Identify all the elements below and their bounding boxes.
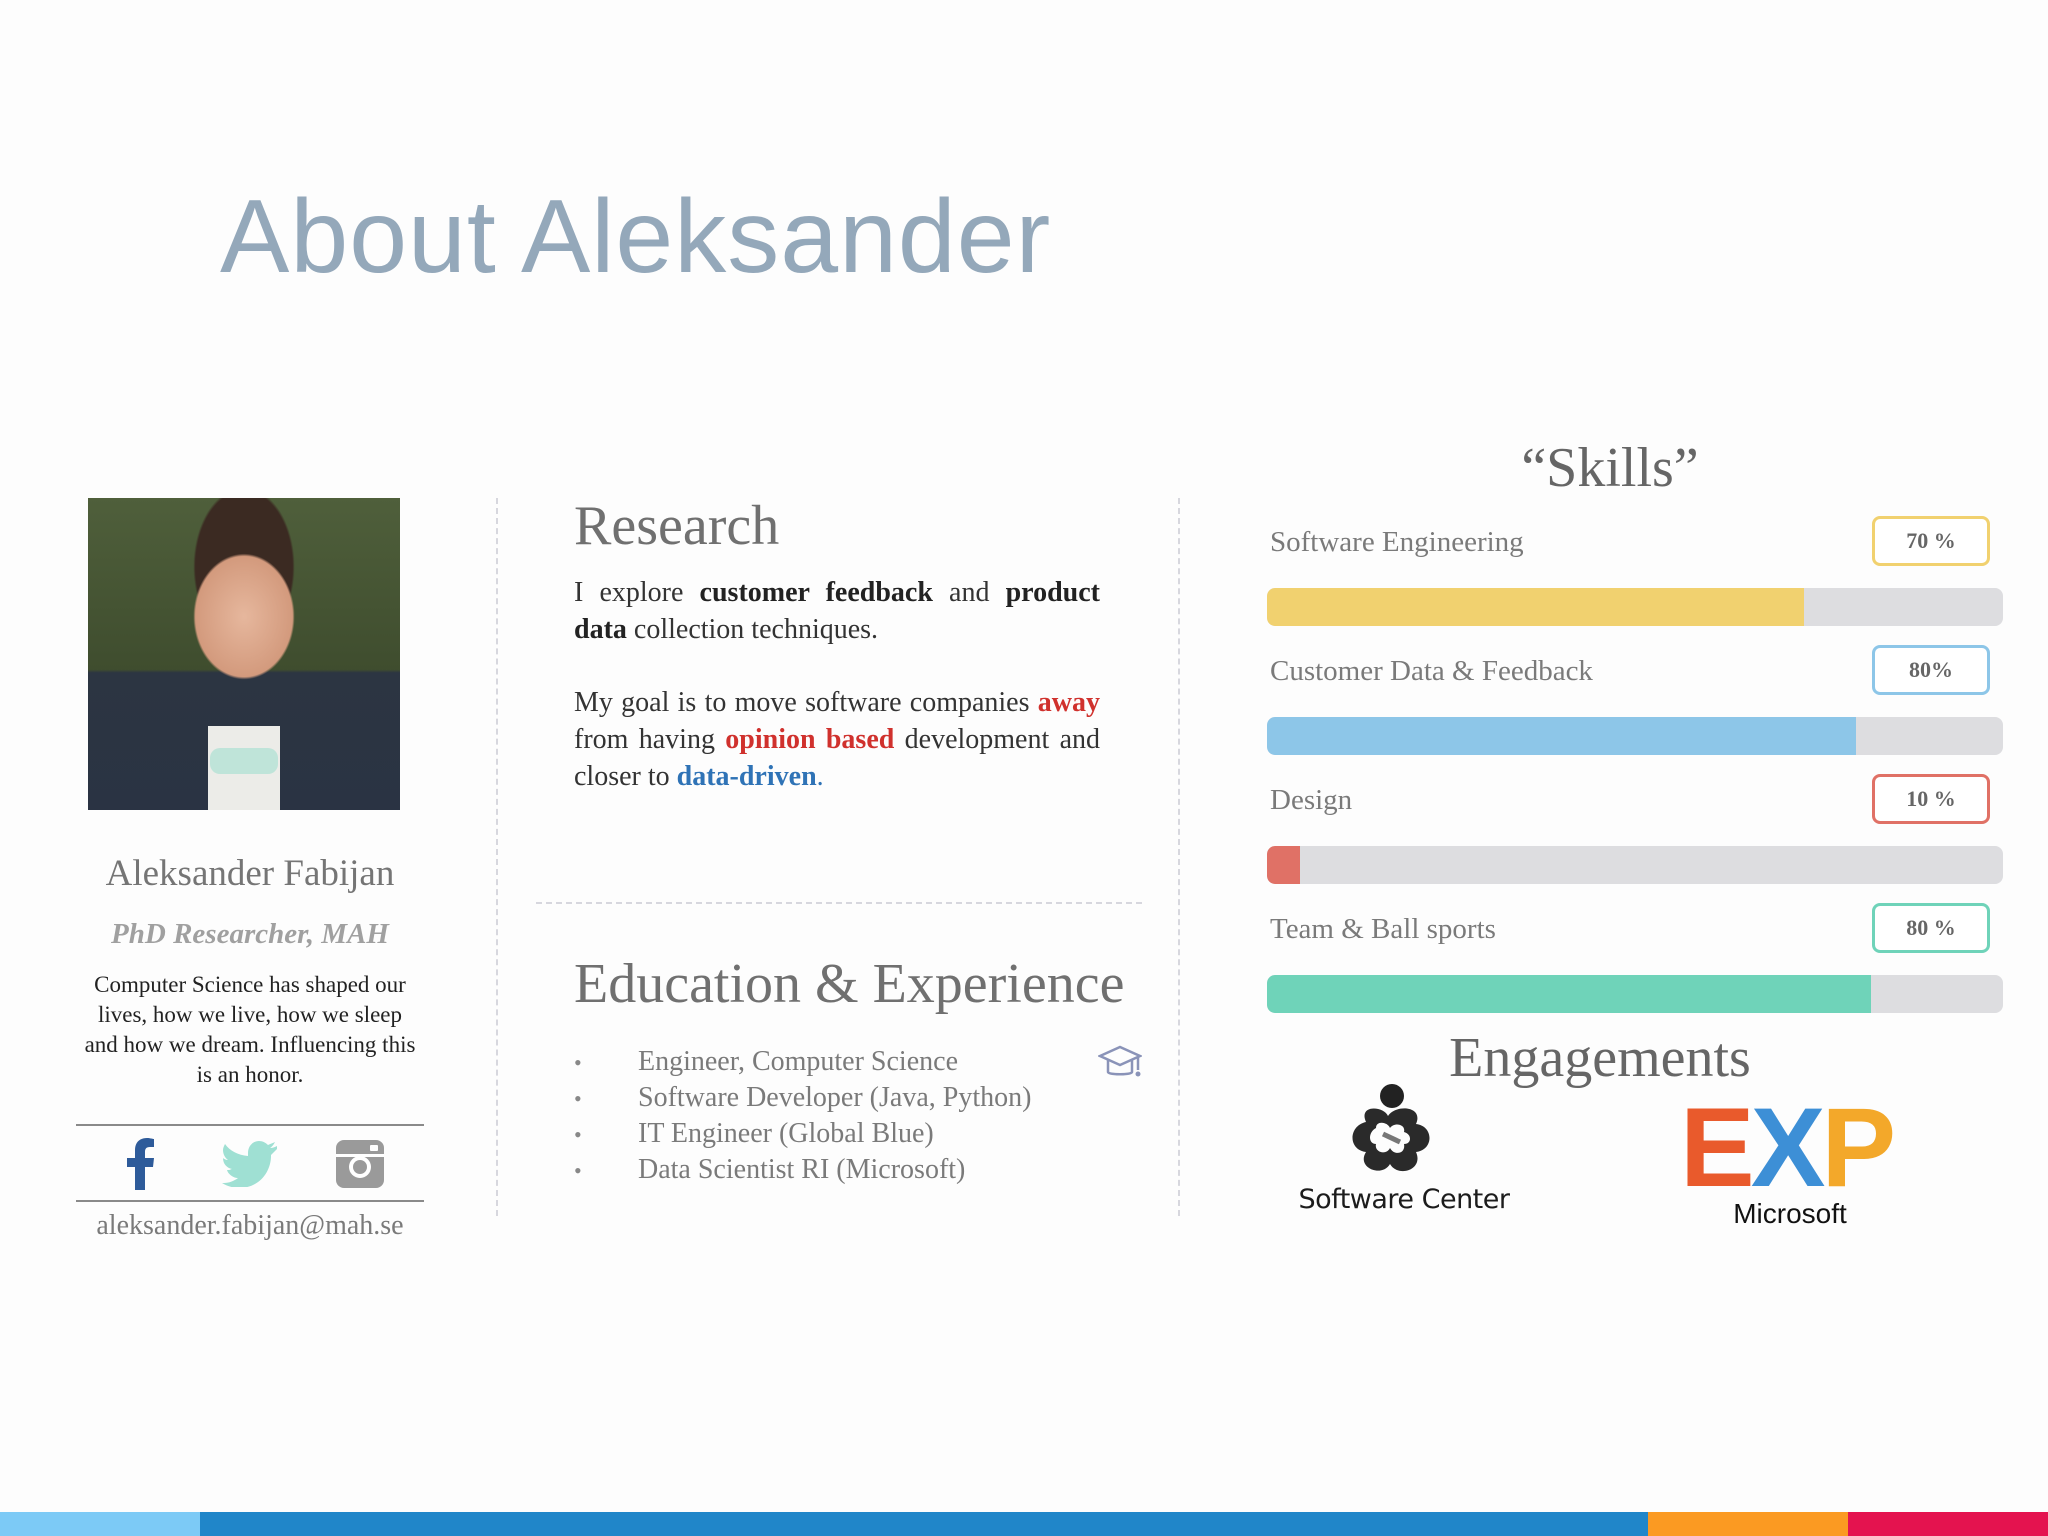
skill-bar	[1267, 975, 2003, 1013]
list-item: • IT Engineer (Global Blue)	[574, 1118, 934, 1149]
bottom-bar-segment	[1648, 1512, 1848, 1536]
bottom-bar-segment	[200, 1512, 1648, 1536]
exp-microsoft-logo-sub: Microsoft	[1733, 1198, 1847, 1229]
facebook-icon[interactable]	[112, 1138, 168, 1190]
skill-bar	[1267, 717, 2003, 755]
skill-badge: 10 %	[1872, 774, 1990, 824]
skill-label: Customer Data & Feedback	[1270, 655, 1593, 687]
profile-name: Aleksander Fabijan	[105, 853, 395, 894]
skill-bar-fill	[1267, 846, 1300, 884]
list-item: • Software Developer (Java, Python)	[574, 1082, 1032, 1113]
exp-microsoft-logo: EXP	[1680, 1085, 1893, 1210]
education-list	[574, 1044, 1031, 1188]
divider-right	[1178, 498, 1180, 1216]
engagements-heading: Engagements	[1449, 1027, 1751, 1089]
research-heading: Research	[574, 495, 780, 557]
skill-label: Team & Ball sports	[1270, 913, 1496, 945]
list-item: • Engineer, Computer Science	[574, 1046, 958, 1077]
bottom-bar-segment	[1848, 1512, 2048, 1536]
profile-role: PhD Researcher, MAH	[111, 918, 389, 950]
skill-bar-fill	[1267, 975, 1871, 1013]
skill-badge: 70 %	[1872, 516, 1990, 566]
social-links	[76, 1124, 424, 1202]
skill-badge: 80 %	[1872, 903, 1990, 953]
skill-bar-fill	[1267, 717, 1856, 755]
divider-left	[496, 498, 498, 1216]
bottom-bar-segment	[0, 1512, 200, 1536]
skills-heading: “Skills”	[1521, 437, 1699, 499]
skill-bar	[1267, 588, 2003, 626]
skill-label: Software Engineering	[1270, 526, 1524, 558]
twitter-icon[interactable]	[222, 1138, 278, 1190]
graduation-cap-icon	[1098, 1044, 1142, 1089]
profile-bio: Computer Science has shaped our lives, how we live, how we sleep and how we dream. Influencing this is an honor.	[84, 972, 416, 1087]
research-paragraph-1: I explore customer feedback and product data collection techniques.	[574, 577, 1100, 645]
education-heading: Education & Experience	[574, 953, 1125, 1015]
skill-badge: 80%	[1872, 645, 1990, 695]
instagram-icon[interactable]	[332, 1138, 388, 1190]
software-center-logo-text: Software Center	[1298, 1184, 1510, 1215]
skill-bar-fill	[1267, 588, 1804, 626]
page-title: About Aleksander	[220, 179, 1052, 295]
bottom-color-bar	[0, 1512, 2048, 1536]
profile-email[interactable]: aleksander.fabijan@mah.se	[96, 1210, 404, 1241]
skill-label: Design	[1270, 784, 1353, 816]
list-item: • Data Scientist RI (Microsoft)	[574, 1154, 966, 1185]
profile-photo	[88, 498, 400, 810]
research-paragraph-2: My goal is to move software companies away from having opinion based development and closer to data-driven.	[574, 687, 1100, 792]
divider-middle	[536, 902, 1142, 904]
skill-bar	[1267, 846, 2003, 884]
